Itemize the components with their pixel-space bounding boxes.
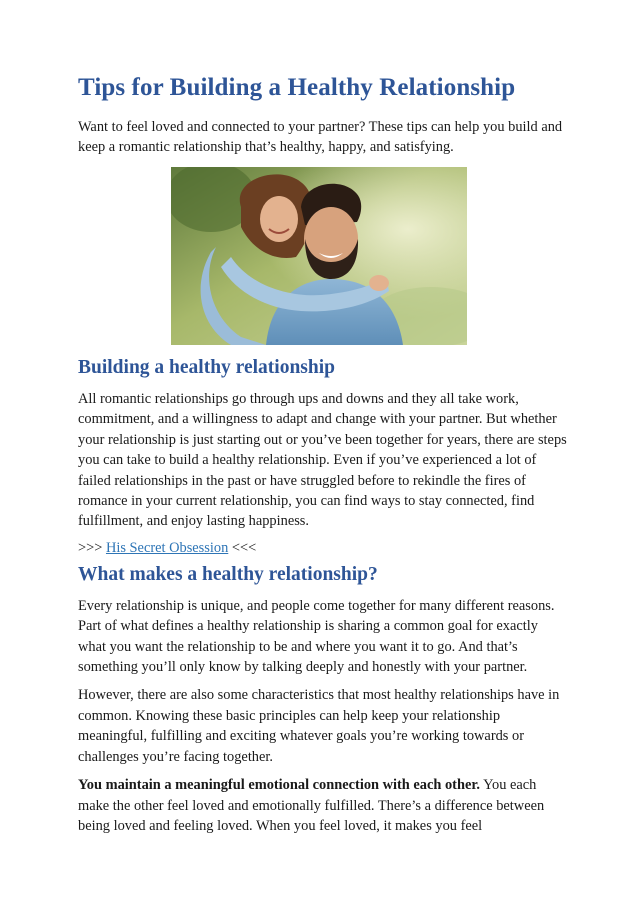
tip-emotional-connection-bold: You maintain a meaningful emotional connection with each other. bbox=[78, 777, 481, 794]
page-title: Tips for Building a Healthy Relationship bbox=[78, 74, 516, 101]
his-secret-obsession-link[interactable]: His Secret Obsession bbox=[105, 539, 229, 556]
tip-emotional-connection bbox=[78, 775, 568, 836]
couple-photo bbox=[171, 167, 467, 345]
tip-emotional-connection-text: You each make the other feel loved and emotionally fulfilled. There’s a difference between being loved and feeling loved. When you feel loved, it makes you feel bbox=[78, 777, 545, 834]
section-heading-building: Building a healthy relationship bbox=[78, 357, 336, 378]
promo-prefix: >>> bbox=[78, 539, 103, 556]
section-paragraph-building: All romantic relationships go through ups and downs and they all take work, commitment, and a willingness to adapt and change with your partner. But whether your relationship is just starting out or you’ve been together for years, there are steps you can take to build a healthy relationship. Even if you’ve experienced a lot of failed relationships in the past or have struggled before to rekindle the fires of romance in your current relationship, you can find ways to stay connected, find fulfillment, and enjoy lasting happiness. bbox=[78, 391, 567, 530]
section-paragraph-characteristics: However, there are also some characteristics that most healthy relationships have in common. Knowing these basic principles can help keep your relationship meaningful, fulfilling and exciting whatever goals you’re working towards or challenges you’re facing together. bbox=[78, 687, 560, 765]
section-heading-what-makes: What makes a healthy relationship? bbox=[78, 563, 378, 585]
article bbox=[78, 72, 568, 836]
section-paragraph-unique: Every relationship is unique, and people come together for many different reasons. Part of what defines a healthy relationship is sharing a common goal for exactly what you want the relationship to be and where you want it to go. And that’s something you’ll only know by talking deeply and honestly with your partner. bbox=[78, 597, 555, 676]
intro-paragraph: Want to feel loved and connected to your partner? These tips can help you build and keep a romantic relationship that’s healthy, happy, and satisfying. bbox=[78, 119, 563, 155]
promo-line bbox=[78, 538, 568, 558]
promo-suffix: <<< bbox=[231, 539, 257, 556]
